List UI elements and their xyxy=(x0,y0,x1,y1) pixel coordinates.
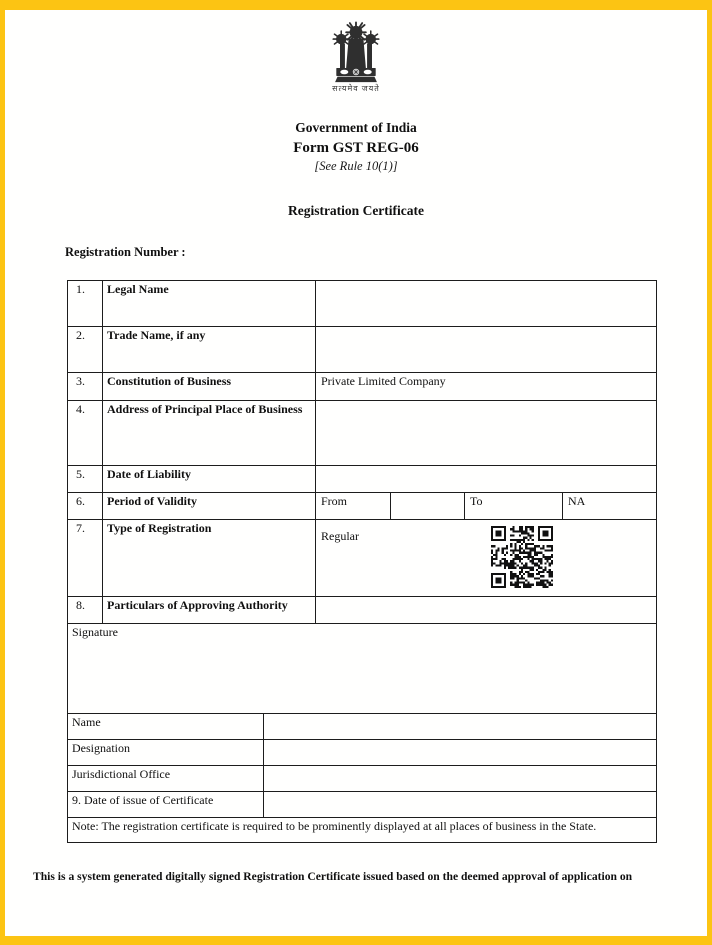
row-8-label: Particulars of Approving Authority xyxy=(103,597,316,624)
row-5-number: 5. xyxy=(68,466,103,493)
jurisdictional-office-value xyxy=(264,766,657,792)
signature-cell: Signature xyxy=(68,624,657,714)
registration-number-label: Registration Number : xyxy=(65,245,186,259)
designation-value xyxy=(264,740,657,766)
table-row-legal-name xyxy=(68,281,657,327)
table-row-constitution xyxy=(68,373,657,401)
row-6-to-label: To xyxy=(465,493,563,520)
government-of-india-heading: Government of India xyxy=(295,120,417,135)
designation-label: Designation xyxy=(68,740,264,766)
table-row-name xyxy=(68,714,657,740)
certificate-table xyxy=(67,280,657,843)
jurisdictional-office-label: Jurisdictional Office xyxy=(68,766,264,792)
row-1-label: Legal Name xyxy=(103,281,316,327)
table-row-jurisdictional-office xyxy=(68,766,657,792)
row-6-from-value xyxy=(391,493,465,520)
row-1-value xyxy=(316,281,657,327)
row-2-number: 2. xyxy=(68,327,103,373)
row-1-number: 1. xyxy=(68,281,103,327)
table-row-date-of-issue xyxy=(68,792,657,818)
row-2-label: Trade Name, if any xyxy=(103,327,316,373)
row-6-number: 6. xyxy=(68,493,103,520)
row-4-label: Address of Principal Place of Business xyxy=(103,401,316,466)
row-6-label: Period of Validity xyxy=(103,493,316,520)
row-6-from-label: From xyxy=(316,493,391,520)
rule-reference: [See Rule 10(1)] xyxy=(314,159,398,173)
row-3-label: Constitution of Business xyxy=(103,373,316,401)
date-of-issue-value xyxy=(264,792,657,818)
system-generated-footer: This is a system generated digitally signed Registration Certificate issued based on the deemed approval of application on xyxy=(33,870,633,883)
date-of-issue-label: 9. Date of issue of Certificate xyxy=(68,792,264,818)
table-row-principal-address xyxy=(68,401,657,466)
row-8-number: 8. xyxy=(68,597,103,624)
table-row-signature xyxy=(68,624,657,714)
row-7-value-cell xyxy=(316,520,657,597)
registration-type-value: Regular xyxy=(321,529,359,543)
row-8-value xyxy=(316,597,657,624)
name-label: Name xyxy=(68,714,264,740)
certificate-title: Registration Certificate xyxy=(287,203,425,218)
emblem-motto: सत्यमेव जयते xyxy=(332,84,380,93)
row-5-value xyxy=(316,466,657,493)
name-value xyxy=(264,714,657,740)
row-4-number: 4. xyxy=(68,401,103,466)
emblem-lion-capital-icon xyxy=(325,20,387,84)
row-5-label: Date of Liability xyxy=(103,466,316,493)
row-7-number: 7. xyxy=(68,520,103,597)
table-row-type-of-registration xyxy=(68,520,657,597)
row-3-number: 3. xyxy=(68,373,103,401)
row-7-label: Type of Registration xyxy=(103,520,316,597)
note-text: Note: The registration certificate is required to be prominently displayed at all places of business in the State. xyxy=(68,818,657,843)
row-4-value xyxy=(316,401,657,466)
row-3-value: Private Limited Company xyxy=(316,373,657,401)
row-2-value xyxy=(316,327,657,373)
table-row-note xyxy=(68,818,657,843)
table-row-period-of-validity xyxy=(68,493,657,520)
row-6-to-value: NA xyxy=(563,493,657,520)
state-emblem-of-india xyxy=(316,20,396,94)
form-name-heading: Form GST REG-06 xyxy=(293,140,419,156)
table-row-date-of-liability xyxy=(68,466,657,493)
table-row-designation xyxy=(68,740,657,766)
qr-code xyxy=(488,526,556,588)
table-row-approving-authority xyxy=(68,597,657,624)
table-row-trade-name xyxy=(68,327,657,373)
